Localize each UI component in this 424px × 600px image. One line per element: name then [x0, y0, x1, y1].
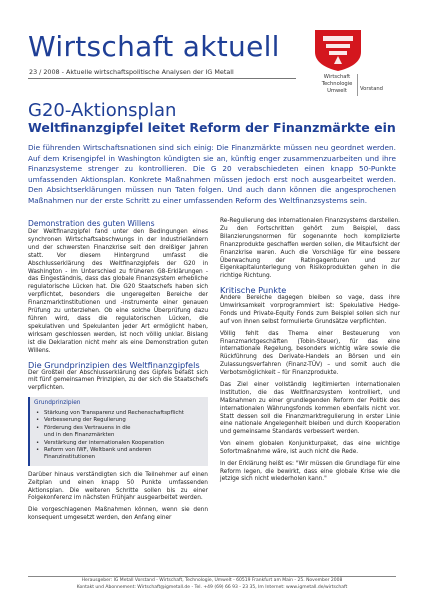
- logo-line-3: Umwelt: [327, 88, 347, 94]
- right-column: [220, 218, 400, 488]
- paragraph: Der Großteil der Abschlusserklärung des Gipfels befaßt sich mit fünf gemeinsamen Prinzipien, zu der sich die Staatschefs verpflichten.: [28, 369, 208, 392]
- footer-divider: [28, 576, 396, 577]
- issue-subtitle: 23 / 2008 - Aktuelle wirtschaftspolitische Analysen der IG Metall: [29, 68, 234, 76]
- article-title: G20-Aktionsplan: [28, 100, 177, 121]
- list-item: • Verstärkung der internationalen Kooperation: [34, 440, 204, 447]
- logo-line-1: Wirtschaft: [323, 74, 351, 80]
- paragraph: Re-Regulierung des internationalen Finanzsystems darstellen. Zu den Fortschritten gehört zum Beispiel, dass Bilanzierungsnormen für sogenannte hoch komplizierte Finanzprodukte geschaffen werden sollen, die Mitaufsicht der Finanzkrise waren. Auch die Vorschläge für eine bessere Überwachung der Ratingagenturen und zur Eigenkapitalunterlegung von Risikoprodukten gehen in die richtige Richtung.: [220, 218, 400, 280]
- list-item: und in den Finanzmärkten: [44, 432, 115, 439]
- footer: [28, 578, 396, 591]
- logo-unit: Vorstand: [360, 86, 383, 92]
- masthead-divider: [28, 78, 296, 79]
- footer-publisher: Herausgeber: IG Metall Vorstand - Wirtschaft, Technologie, Umwelt - 60519 Frankfurt am Main - 25. November 2008: [81, 578, 343, 583]
- list-item: • Verbesserung der Regulierung: [34, 417, 204, 424]
- principles-box: [28, 397, 208, 466]
- newsletter-title: Wirtschaft aktuell: [28, 30, 280, 63]
- left-column: [28, 218, 208, 527]
- section-heading-kritische-punkte: Kritische Punkte: [220, 285, 287, 296]
- section-heading-grundprinzipien: Die Grundprinzipien des Weltfinanzgipfels: [28, 359, 200, 370]
- principles-box-title: Grundprinzipien: [34, 400, 81, 407]
- logo-department: [317, 74, 357, 95]
- list-item: • Reform von IWF, Weltbank und anderen Finanzinstitutionen: [34, 447, 204, 462]
- list-item: • Stärkung von Transparenz und Rechenschaftspflicht: [34, 410, 204, 417]
- paragraph: Der Weltfinanzgipfel fand unter den Bedingungen eines synchronen Wirtschaftsabschwungs in der Industrieländern und der schwersten Finanzkrise seit den dreißiger Jahren statt. Vor diesem Hintergrund umfasst die Abschlusserklärung des Weltfinanzgipfels der G20 in Washington - im Unterschied zu früheren G8-Erklärungen - das Eingeständnis, dass das globale Finanzsystem erhebliche regulatorische Lücken hat. Die G20 Staatschefs haben sich verpflichtet, besonders die ungeregelten Bereiche der Finanzmarktinstitutionen und -instrumente einer genauen Prüfung zu unterziehen. Ob eine solche Überprüfung dazu führen wird, dass die regulatorischen Lücken, die spekulativen und Spekulanten jeder Art ermöglicht haben, wirksam geschlossen werden, ist noch völlig unklar. Bislang ist die Deklaration nicht mehr als eine Demonstration guten Willens.: [28, 229, 208, 354]
- article-lead: Die führenden Wirtschaftsnationen sind sich einig: Die Finanzmärkte müssen neu geordnet werden. Auf dem Krisengipfel in Washington kündigten sie an, künftig enger zusammenzuarbeiten und ihre Finanzsysteme strenger zu kontrollieren. Die G 20 verabschiedeten einen knapp 50-Punkte umfassenden Aktionsplan. Konkrete Maßnahmen müssen jedoch erst noch ausgearbeitet werden. Den Absichtserklärungen müssen nun Taten folgen. Und auch dann können die angesprochenen Maßnahmen nur der erste Schritt zu einer umfassenden Reform des Weltfinanzsystems sein.: [28, 143, 396, 205]
- paragraph: In der Erklärung heißt es: "Wir müssen die Grundlage für eine Reform legen, die bewirkt, dass eine globale Krise wie die jetzige sich nicht wiederholen kann.": [220, 460, 400, 483]
- paragraph: Von einem globalen Konjunkturpaket, das eine wichtige Sofortmaßnahme wäre, ist auch nicht die Rede.: [220, 441, 400, 455]
- paragraph: Andere Bereiche dagegen bleiben so vage, dass ihre Umwirksamkeit vorprogrammiert ist: Spekulative Hedge-Fonds und Private-Equity Fonds zum Beispiel sollen sich nur auf von ihnen selbst formulierte Grundsätze verpflichten.: [220, 295, 400, 325]
- article-subtitle: Weltfinanzgipfel leitet Reform der Finanzmärkte ein: [28, 120, 396, 135]
- list-item: • Förderung des Vertrauens in die: [34, 425, 204, 432]
- principles-list: [34, 410, 204, 462]
- ig-metall-logo-icon: [311, 26, 365, 72]
- footer-contact: Kontakt und Abonnement: Wirtschaft@igmetall.de - Tel. +49 (69) 66 93 - 23 35, Im Internet: www.igmetall.de/wirtschaft: [76, 584, 348, 590]
- paragraph: Völlig fehlt das Thema einer Besteuerung von Finanzmarktgeschäften (Tobin-Steuer), für das eine internationale Regelung, besonders wichtig wäre sowie die Rückführung des Derivate-Handels an Börsen und ein Zulassungsverfahren (Finanz-TÜV) – und somit auch die Verbotsmöglichkeit – für Finanzprodukte.: [220, 330, 400, 377]
- section-heading-guter-wille: Demonstration des guten Willens: [28, 219, 155, 228]
- paragraph: Das Ziel einer vollständig legitimierten internationalen Institution, die das Weltfinanzsystem kontrolliert, und Maßnahmen zu einer grundlegenden Reform der Politik des internationalen Währungsfonds kommen ebenfalls nicht vor. Statt dessen soll die Finanzmarktregulierung in erster Linie eine nationale Angelegenheit bleiben und durch Kooperation und gemeinsame Standards verbessert werden.: [220, 381, 400, 436]
- paragraph: Die vorgeschlagenen Maßnahmen können, wenn sie denn konsequent umgesetzt werden, den Anfang einer: [28, 507, 208, 522]
- paragraph: Darüber hinaus verständigten sich die Teilnehmer auf einen Zeitplan und einen knapp 50 Punkte umfassenden Aktionsplan. Die weiteren Schritte sollen bis zu einer Folgekonferenz im nächsten Frühjahr ausgearbeitet werden.: [28, 471, 208, 502]
- logo-separator: [357, 74, 358, 96]
- logo-line-2: Technologie: [321, 81, 353, 87]
